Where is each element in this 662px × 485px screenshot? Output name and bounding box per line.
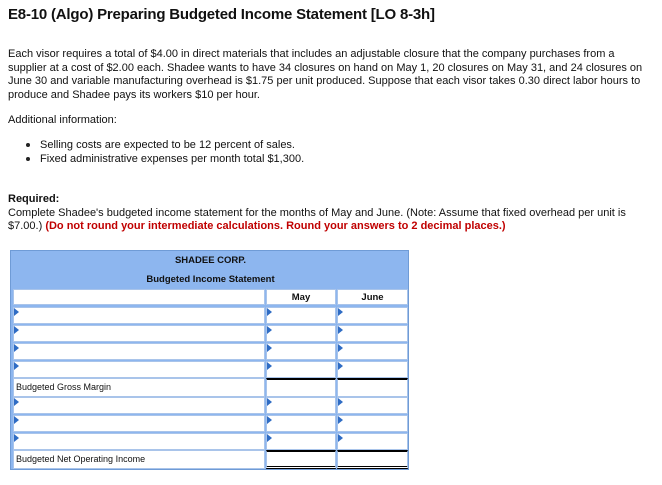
gross-margin-june[interactable]	[337, 378, 408, 397]
required-label: Required:	[8, 193, 60, 205]
amount-input-june[interactable]	[337, 325, 408, 342]
amount-input-june[interactable]	[337, 415, 408, 432]
net-operating-income-june[interactable]	[337, 450, 408, 469]
income-statement-table	[10, 250, 409, 470]
net-operating-income-may[interactable]	[266, 450, 336, 469]
amount-input-june[interactable]	[337, 307, 408, 324]
amount-input-may[interactable]	[266, 415, 336, 432]
column-header-june: June	[337, 289, 408, 305]
header-blank-cell	[13, 289, 265, 305]
amount-input-june[interactable]	[337, 433, 408, 450]
required-text	[8, 207, 653, 233]
line-item-select[interactable]	[13, 397, 265, 414]
amount-input-may[interactable]	[266, 325, 336, 342]
statement-title: Budgeted Income Statement	[146, 274, 275, 285]
rounding-note: (Do not round your intermediate calculations. Round your answers to 2 decimal places.)	[45, 220, 506, 232]
amount-input-may[interactable]	[266, 397, 336, 414]
column-header-may: May	[266, 289, 336, 305]
company-name: SHADEE CORP.	[174, 255, 247, 266]
amount-input-may[interactable]	[266, 361, 336, 378]
amount-input-may[interactable]	[266, 307, 336, 324]
line-item-select[interactable]	[13, 361, 265, 378]
bullet-selling-costs: Selling costs are expected to be 12 percent of sales.	[8, 138, 304, 152]
amount-input-may[interactable]	[266, 343, 336, 360]
line-item-select[interactable]	[13, 307, 265, 324]
amount-input-may[interactable]	[266, 433, 336, 450]
line-item-select[interactable]	[13, 325, 265, 342]
bullet-fixed-admin: Fixed administrative expenses per month total $1,300.	[8, 152, 304, 166]
amount-input-june[interactable]	[337, 397, 408, 414]
page-title: E8-10 (Algo) Preparing Budgeted Income Statement [LO 8-3h]	[8, 6, 435, 23]
problem-paragraph: Each visor requires a total of $4.00 in direct materials that includes an adjustable closure that the company purchases from a supplier at a cost of $2.00 each. Shadee wants to have 34 closures on hand on May 1, 20 closures on May 31, and 24 closures on June 30 and variable manufacturing overhead is $1.75 per unit produced. Suppose that each visor takes 0.30 direct labor hours to produce and Shadee pays its workers $10 per hour.	[8, 48, 643, 101]
line-item-select[interactable]	[13, 415, 265, 432]
line-item-select[interactable]	[13, 343, 265, 360]
gross-margin-label: Budgeted Gross Margin	[13, 378, 265, 397]
additional-info-label: Additional information:	[8, 114, 117, 126]
net-operating-income-label: Budgeted Net Operating Income	[13, 450, 265, 469]
required-instructions: Complete Shadee's budgeted income statement for the months of May and June. (Note: Assume that fixed overhead per unit is $7.00.)	[8, 207, 626, 232]
amount-input-june[interactable]	[337, 361, 408, 378]
gross-margin-may[interactable]	[266, 378, 336, 397]
amount-input-june[interactable]	[337, 343, 408, 360]
line-item-select[interactable]	[13, 433, 265, 450]
additional-info-list	[8, 138, 304, 166]
